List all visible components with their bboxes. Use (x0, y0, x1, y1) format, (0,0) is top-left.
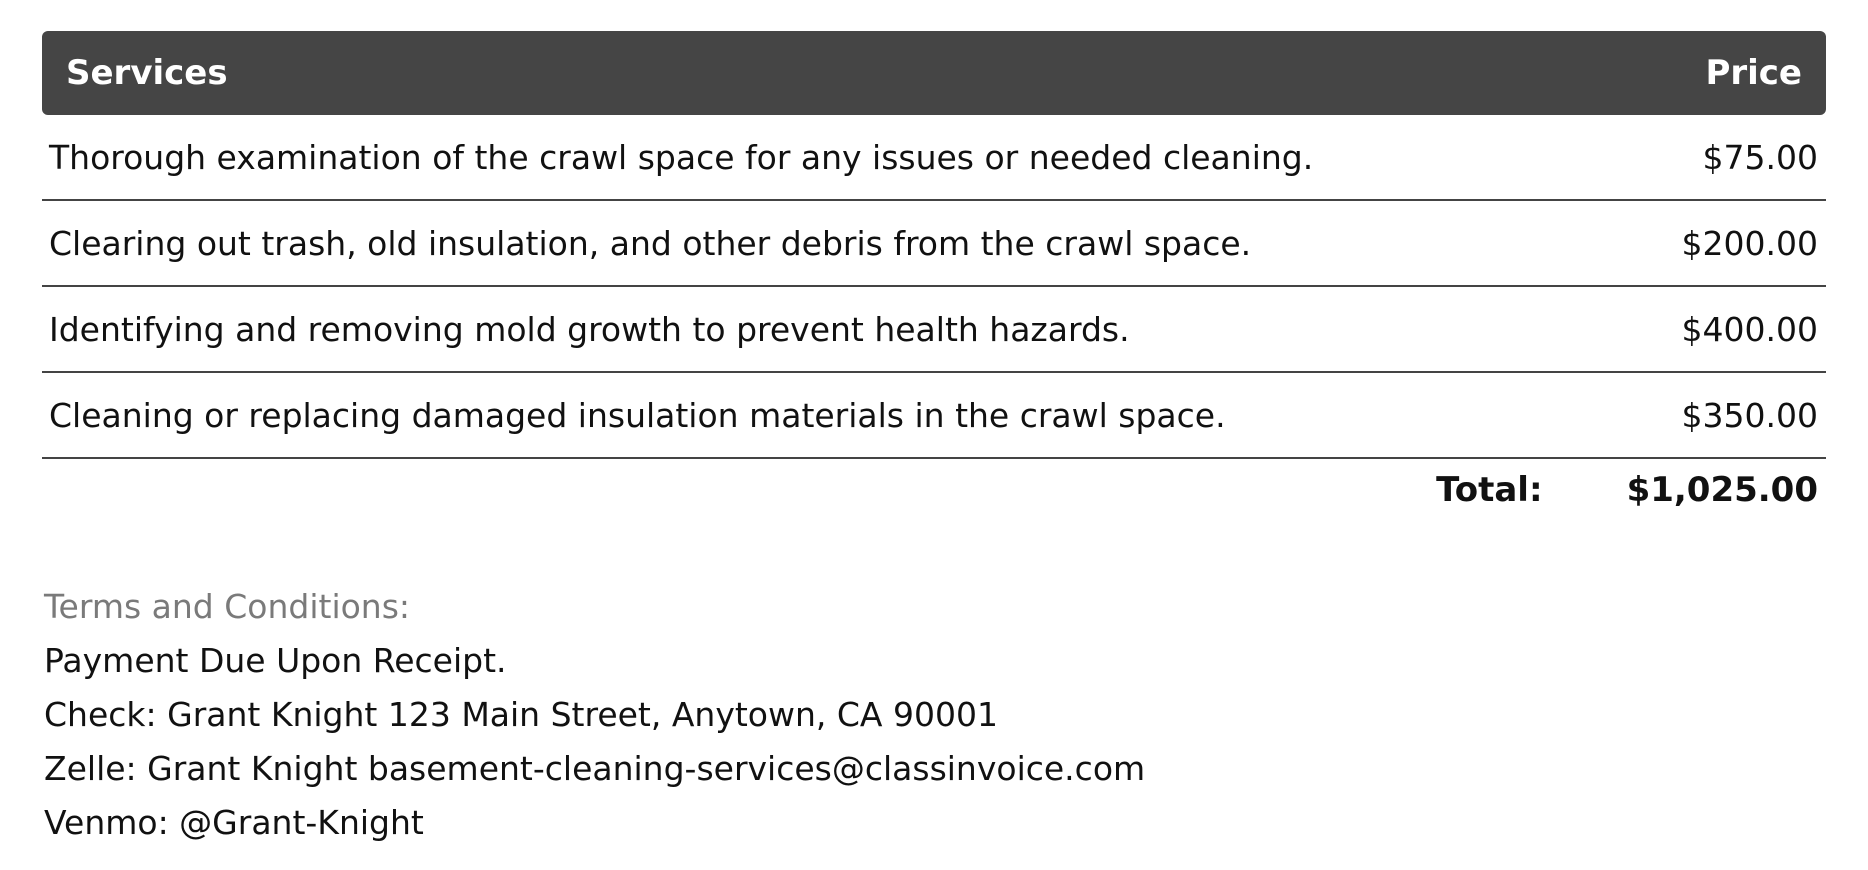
table-row (42, 115, 1826, 201)
service-price: $350.00 (1681, 395, 1818, 435)
service-description: Identifying and removing mold growth to prevent health hazards. (49, 309, 1130, 349)
service-description: Thorough examination of the crawl space for any issues or needed cleaning. (49, 137, 1314, 177)
total-row (1126, 470, 1826, 510)
services-table-header (42, 31, 1826, 115)
total-value: $1,025.00 (1626, 470, 1818, 510)
terms-and-conditions (44, 580, 1145, 850)
terms-title: Terms and Conditions: (44, 587, 411, 626)
total-label: Total: (1436, 470, 1543, 510)
terms-zelle: Zelle: Grant Knight basement-cleaning-services@classinvoice.com (44, 749, 1146, 788)
table-row (42, 373, 1826, 459)
service-price: $200.00 (1681, 223, 1818, 263)
price-column-header: Price (1705, 53, 1802, 93)
terms-check: Check: Grant Knight 123 Main Street, Anytown, CA 90001 (44, 695, 998, 734)
terms-payment-due: Payment Due Upon Receipt. (44, 641, 507, 680)
services-table-body (42, 115, 1826, 459)
service-price: $75.00 (1702, 137, 1818, 177)
table-row (42, 287, 1826, 373)
service-description: Clearing out trash, old insulation, and other debris from the crawl space. (49, 223, 1252, 263)
table-row (42, 201, 1826, 287)
service-price: $400.00 (1681, 309, 1818, 349)
services-column-header: Services (66, 53, 228, 93)
terms-venmo: Venmo: @Grant-Knight (44, 803, 424, 842)
service-description: Cleaning or replacing damaged insulation materials in the crawl space. (49, 395, 1226, 435)
